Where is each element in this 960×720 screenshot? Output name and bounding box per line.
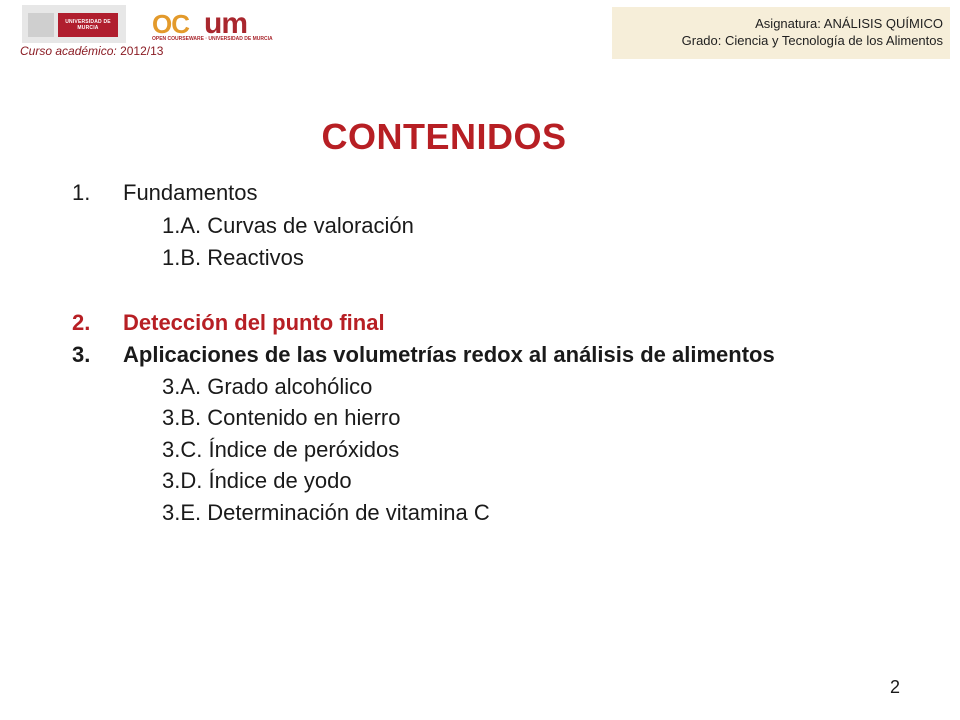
subject-info-box — [612, 7, 950, 59]
logo-area — [22, 5, 273, 45]
item-text: 3.E. Determinación de vitamina C — [162, 500, 490, 525]
ocw-logo — [152, 7, 273, 45]
item-text: 1.B. Reactivos — [162, 245, 304, 270]
item-text: 1.A. Curvas de valoración — [162, 213, 414, 238]
item-text: Detección del punto final — [123, 310, 385, 335]
item-text: 3.D. Índice de yodo — [162, 468, 352, 493]
ocw-logo-subtitle: OPEN COURSEWARE · UNIVERSIDAD DE MURCIA — [152, 36, 273, 42]
ocw-logo-um: um — [204, 7, 247, 40]
degree-line: Grado: Ciencia y Tecnología de los Alimentos — [681, 33, 943, 48]
subject-line: Asignatura: ANÁLISIS QUÍMICO — [755, 16, 943, 31]
page-number: 2 — [890, 677, 901, 697]
item-number: 3. — [72, 342, 91, 367]
slide-title: CONTENIDOS — [321, 116, 567, 157]
university-crest-icon — [28, 13, 54, 37]
item-text: 3.A. Grado alcohólico — [162, 374, 373, 399]
academic-year-label: Curso académico: — [20, 44, 117, 58]
academic-year-value: 2012/13 — [120, 44, 164, 58]
item-text: 3.C. Índice de peróxidos — [162, 437, 400, 462]
item-number: 1. — [72, 180, 91, 205]
item-text: Fundamentos — [123, 180, 258, 205]
item-text: Aplicaciones de las volumetrías redox al análisis de alimentos — [123, 342, 775, 367]
university-logo — [22, 5, 126, 43]
item-number: 2. — [72, 310, 91, 335]
academic-year — [20, 44, 163, 58]
university-logo-text: UNIVERSIDAD DE MURCIA — [58, 13, 118, 37]
ocw-logo-oc: OC — [152, 9, 189, 39]
item-text: 3.B. Contenido en hierro — [162, 405, 401, 430]
